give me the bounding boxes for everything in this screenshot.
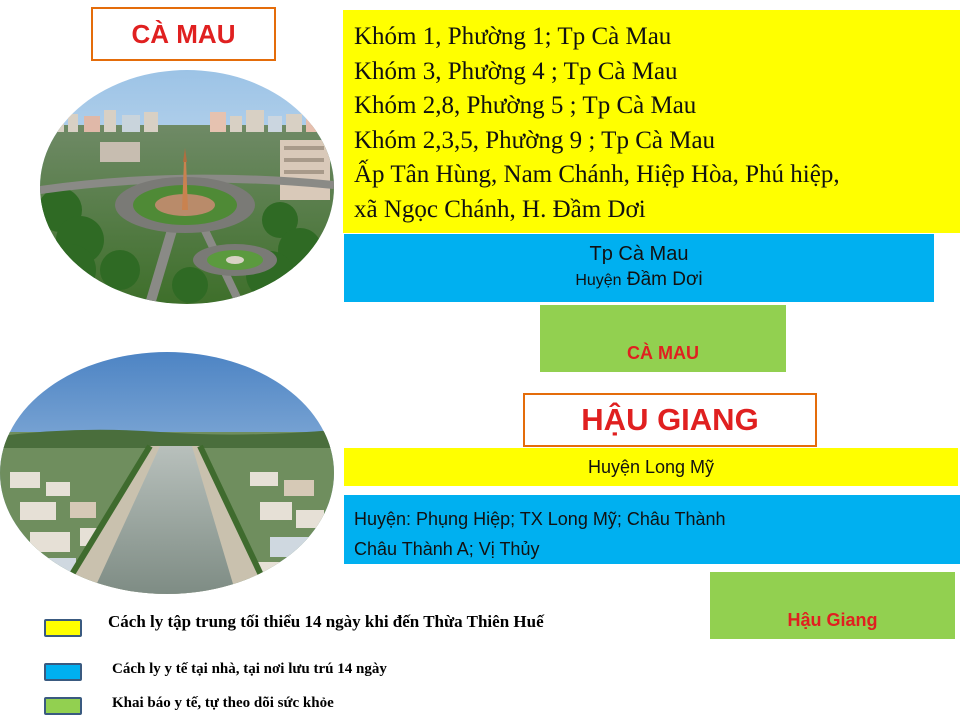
home-quarantine-line-1: Tp Cà Mau (589, 243, 689, 265)
ca-mau-city-photo (40, 70, 334, 304)
home-quarantine-line-1: Huyện: Phụng Hiệp; TX Long Mỹ; Châu Thành (354, 509, 726, 529)
ca-mau-health-declaration-label: CÀ MAU (627, 343, 699, 363)
area-line: Khóm 1, Phường 1; Tp Cà Mau (354, 23, 672, 50)
ca-mau-concentrated-quarantine-areas (343, 10, 960, 233)
ca-mau-health-declaration-box (540, 305, 786, 372)
area-line: Khóm 2,3,5, Phường 9 ; Tp Cà Mau (354, 126, 716, 154)
area-line: Khóm 3, Phường 4 ; Tp Cà Mau (354, 57, 678, 85)
hau-giang-yellow-label: Huyện Long Mỹ (587, 456, 715, 477)
hau-giang-health-declaration-label: Hậu Giang (787, 610, 878, 630)
legend-label-home-quarantine: Cách ly y tế tại nhà, tại nơi lưu trú 14 ngày (112, 661, 387, 677)
ca-mau-title: CÀ MAU (91, 7, 276, 61)
area-line: Ấp Tân Hùng, Nam Chánh, Hiệp Hòa, Phú hiệp, (354, 161, 840, 188)
hau-giang-canal-photo (0, 352, 334, 594)
home-quarantine-line-2: Châu Thành A; Vị Thủy (354, 539, 540, 559)
legend-swatch-blue (44, 663, 82, 681)
hau-giang-title: HẬU GIANG (523, 393, 817, 447)
district-prefix: Huyện (575, 272, 622, 289)
legend-label-concentrated-quarantine: Cách ly tập trung tối thiểu 14 ngày khi đến Thừa Thiên Huế (108, 612, 544, 631)
hau-giang-concentrated-quarantine-areas (344, 448, 958, 486)
legend-label-health-declaration: Khai báo y tế, tự theo dõi sức khỏe (112, 695, 334, 711)
hau-giang-health-declaration-box (710, 572, 955, 639)
ca-mau-home-quarantine-areas (344, 234, 934, 302)
area-line: xã Ngọc Chánh, H. Đầm Dơi (354, 195, 646, 223)
district-name: Đầm Dơi (626, 269, 703, 290)
legend-swatch-yellow (44, 619, 82, 637)
area-line: Khóm 2,8, Phường 5 ; Tp Cà Mau (354, 92, 697, 119)
legend-swatch-green (44, 697, 82, 715)
home-quarantine-line-2 (344, 267, 934, 294)
hau-giang-home-quarantine-areas (344, 495, 960, 564)
